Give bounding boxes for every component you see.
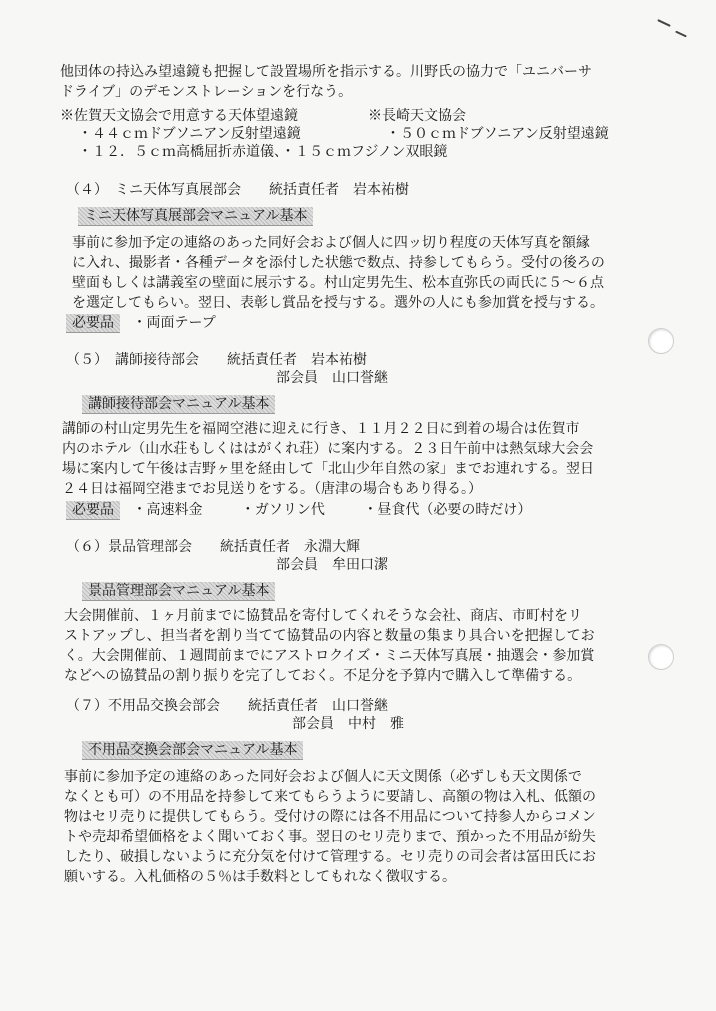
section-5-body [62,419,662,499]
text-line: などへの協賛品の割り振りを完了しておく。不足分を予算内で購入して準備する。 [64,668,582,684]
section-7-member: 部会員 中村 雅 [292,716,404,732]
section-5-required-row [66,501,565,520]
section-6-manual-label: 景品管理部会マニュアル基本 [82,582,275,601]
text-line: ストアップし、担当者を割り当てて協賛品の内容と数量の集まり具合いを把握してお [64,628,595,644]
section-5-heading: （５） 講師接待部会 統括責任者 岩本祐樹 [66,352,367,368]
staple-mark [657,19,671,27]
text-line: 講師の村山定男先生を福岡空港に迎えに行き、１１月２２日に到着の場合は佐賀市 [62,421,580,437]
section-6-heading: （６）景品管理部会 統括責任者 永淵大輝 [66,539,360,555]
required-item: ・ガソリン代 [240,502,325,518]
section-5-manual-label: 講師接待部会マニュアル基本 [82,395,275,414]
text-line: 大会開催前、１ヶ月前までに協賛品を寄付してくれそうな会社、商店、市町村をリ [64,608,582,624]
text-line: 事前に参加予定の連絡のあった同好会および個人に四ッ切り程度の天体写真を額縁 [72,235,590,251]
section-7-manual-label: 不用品交換会部会マニュアル基本 [82,741,303,760]
text-line: く。大会開催前、１週間前までにアストロクイズ・ミニ天体写真展・抽選会・参加賞 [64,648,595,664]
section-6-body [64,606,664,686]
section-6-member: 部会員 牟田口潔 [276,557,388,573]
text-line: 場に案内して午後は吉野ヶ里を経由して「北山少年自然の家」までお連れする。翌日 [62,461,594,477]
section-4-required-row [66,314,250,333]
text-line: 物はセリ売りに提供してもらう。受付けの際には各不用品について持参人からコメン [64,809,596,825]
text-line: したり、破損しないように充分気を付けて管理する。セリ売りの司会者は冨田氏にお [64,849,596,865]
required-item: ・両面テープ [132,315,216,331]
required-label: 必要品 [66,501,120,520]
required-item: ・昼食代（必要の時だけ） [363,502,532,518]
text-line: 内のホテル（山水荘もしくははがくれ荘）に案内する。２３日午前中は熱気球大会会 [62,441,594,457]
section-4-manual-label: ミニ天体写真展部会マニュアル基本 [78,207,313,226]
text-line: なくとも可）の不用品を持参して来てもらうように要請し、高額の物は入札、低額の [64,789,596,805]
required-label: 必要品 [66,314,120,333]
staple-mark [675,31,687,38]
nagasaki-telescope-item: ・５０ｃｍドブソニアン反射望遠鏡 [386,126,609,142]
section-5-member: 部会員 山口誉継 [276,370,388,386]
nagasaki-telescope-heading: ※長崎天文協会 [368,108,466,124]
section-7-heading: （７）不用品交換会部会 統括責任者 山口誉継 [66,698,388,714]
required-item: ・高速料金 [132,502,203,518]
punch-hole [648,328,674,354]
text-line: 願いする。入札価格の５％は手数料としてもれなく徴収する。 [64,869,456,885]
text-line: トや売却希望価格をよく聞いておく事。翌日のセリ売りまで、預かった不用品が紛失 [64,829,596,845]
text-line: に入れ、撮影者・各種データを添付した状態で数点、持参してもらう。受付の後ろの [72,255,605,271]
intro-paragraph [60,62,660,102]
saga-telescope-item: ・４４ｃｍドブソニアン反射望遠鏡 [78,126,301,142]
saga-telescope-item: ・１２．５ｃｍ高橋屈折赤道儀、・１５ｃｍフジノン双眼鏡 [78,144,448,160]
text-line: を選定してもらい。翌日、表彰し賞品を授与する。選外の人にも参加賞を授与する。 [72,295,604,311]
text-line: ドライブ」のデモンストレーションを行なう。 [60,84,353,100]
text-line: 事前に参加予定の連絡のあった同好会および個人に天文関係（必ずしも天文関係で [64,769,582,785]
section-4-body [72,233,662,313]
section-7-body [64,767,664,887]
section-4-heading: （４） ミニ天体写真展部会 統括責任者 岩本祐樹 [66,182,409,198]
text-line: 他団体の持込み望遠鏡も把握して設置場所を指示する。川野氏の協力で「ユニバーサ [60,64,592,80]
saga-telescope-heading: ※佐賀天文協会で用意する天体望遠鏡 [60,108,298,124]
text-line: 壁面もしくは講義室の壁面に展示する。村山定男先生、松本直弥氏の両氏に５～６点 [72,275,604,291]
text-line: ２４日は福岡空港までお見送りをする。（唐津の場合もあり得る。） [62,481,482,497]
